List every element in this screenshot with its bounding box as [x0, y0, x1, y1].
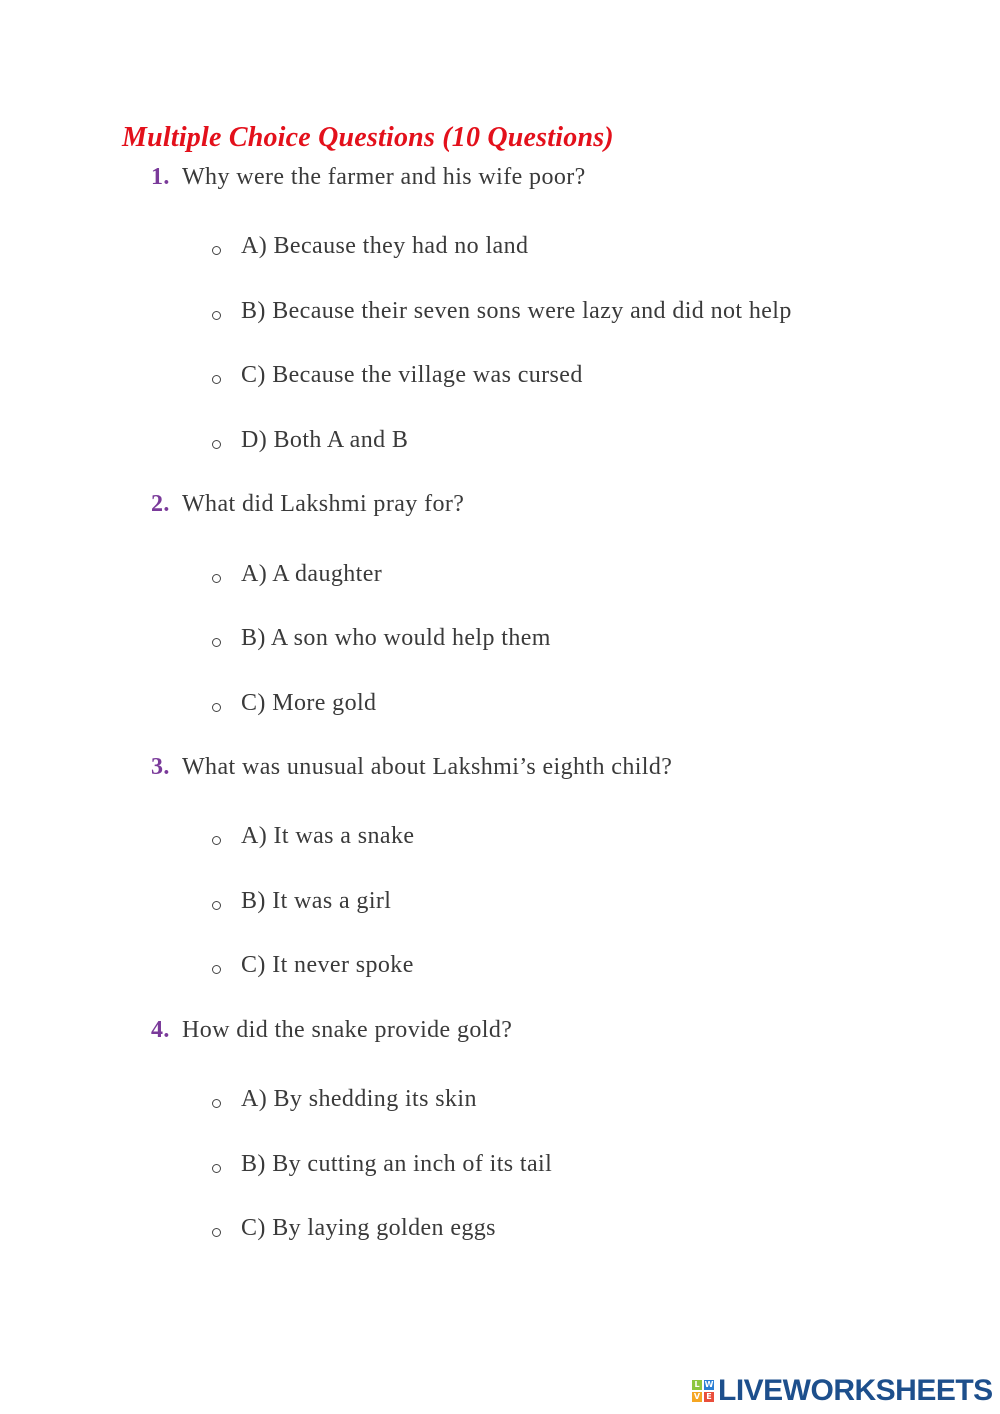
option-text: A) Because they had no land: [241, 233, 529, 259]
liveworksheets-logo: [692, 1374, 993, 1408]
option-text: C) More gold: [241, 690, 377, 716]
option-text: B) Because their seven sons were lazy and did not help: [241, 298, 792, 324]
option-1d[interactable]: [212, 425, 408, 455]
option-2b[interactable]: [212, 623, 551, 653]
option-1b[interactable]: [212, 296, 792, 326]
circle-bullet-icon: [212, 440, 221, 449]
option-text: C) It never spoke: [241, 952, 414, 978]
logo-mark-cell: V: [693, 1392, 701, 1401]
option-4c[interactable]: [212, 1213, 496, 1243]
option-3b[interactable]: [212, 886, 391, 916]
option-text: B) By cutting an inch of its tail: [241, 1151, 553, 1177]
question-3: [151, 752, 672, 782]
circle-bullet-icon: [212, 703, 221, 712]
question-number: 2.: [151, 491, 170, 517]
circle-bullet-icon: [212, 311, 221, 320]
option-text: A) A daughter: [241, 561, 383, 587]
option-2c[interactable]: [212, 688, 376, 718]
question-number: 4.: [151, 1017, 170, 1043]
option-text: B) It was a girl: [241, 888, 392, 914]
logo-text: LIVEWORKSHEETS: [718, 1374, 993, 1407]
question-text: How did the snake provide gold?: [182, 1017, 513, 1043]
option-text: C) Because the village was cursed: [241, 362, 583, 388]
option-text: D) Both A and B: [241, 427, 409, 453]
circle-bullet-icon: [212, 1099, 221, 1108]
question-text: Why were the farmer and his wife poor?: [182, 164, 586, 190]
option-3a[interactable]: [212, 821, 414, 851]
page-title: Multiple Choice Questions (10 Questions): [122, 122, 614, 153]
circle-bullet-icon: [212, 574, 221, 583]
circle-bullet-icon: [212, 1164, 221, 1173]
liveworksheets-mark-icon: [692, 1380, 714, 1402]
option-text: B) A son who would help them: [241, 625, 551, 651]
option-1c[interactable]: [212, 360, 583, 390]
circle-bullet-icon: [212, 375, 221, 384]
question-number: 3.: [151, 754, 170, 780]
circle-bullet-icon: [212, 901, 221, 910]
option-2a[interactable]: [212, 559, 382, 589]
option-4b[interactable]: [212, 1149, 552, 1179]
logo-mark-cell: E: [704, 1392, 714, 1402]
question-1: [151, 162, 586, 192]
option-text: A) By shedding its skin: [241, 1086, 477, 1112]
option-4a[interactable]: [212, 1084, 477, 1114]
question-2: [151, 489, 464, 519]
question-4: [151, 1015, 512, 1045]
option-text: C) By laying golden eggs: [241, 1215, 496, 1241]
logo-mark-cell: L: [692, 1380, 702, 1390]
question-text: What did Lakshmi pray for?: [182, 491, 465, 517]
option-text: A) It was a snake: [241, 823, 415, 849]
option-3c[interactable]: [212, 950, 414, 980]
option-1a[interactable]: [212, 231, 528, 261]
circle-bullet-icon: [212, 836, 221, 845]
circle-bullet-icon: [212, 638, 221, 647]
logo-mark-cell: W: [704, 1380, 714, 1389]
question-number: 1.: [151, 164, 170, 190]
question-text: What was unusual about Lakshmi’s eighth child?: [182, 754, 673, 780]
circle-bullet-icon: [212, 965, 221, 974]
circle-bullet-icon: [212, 1228, 221, 1237]
circle-bullet-icon: [212, 246, 221, 255]
